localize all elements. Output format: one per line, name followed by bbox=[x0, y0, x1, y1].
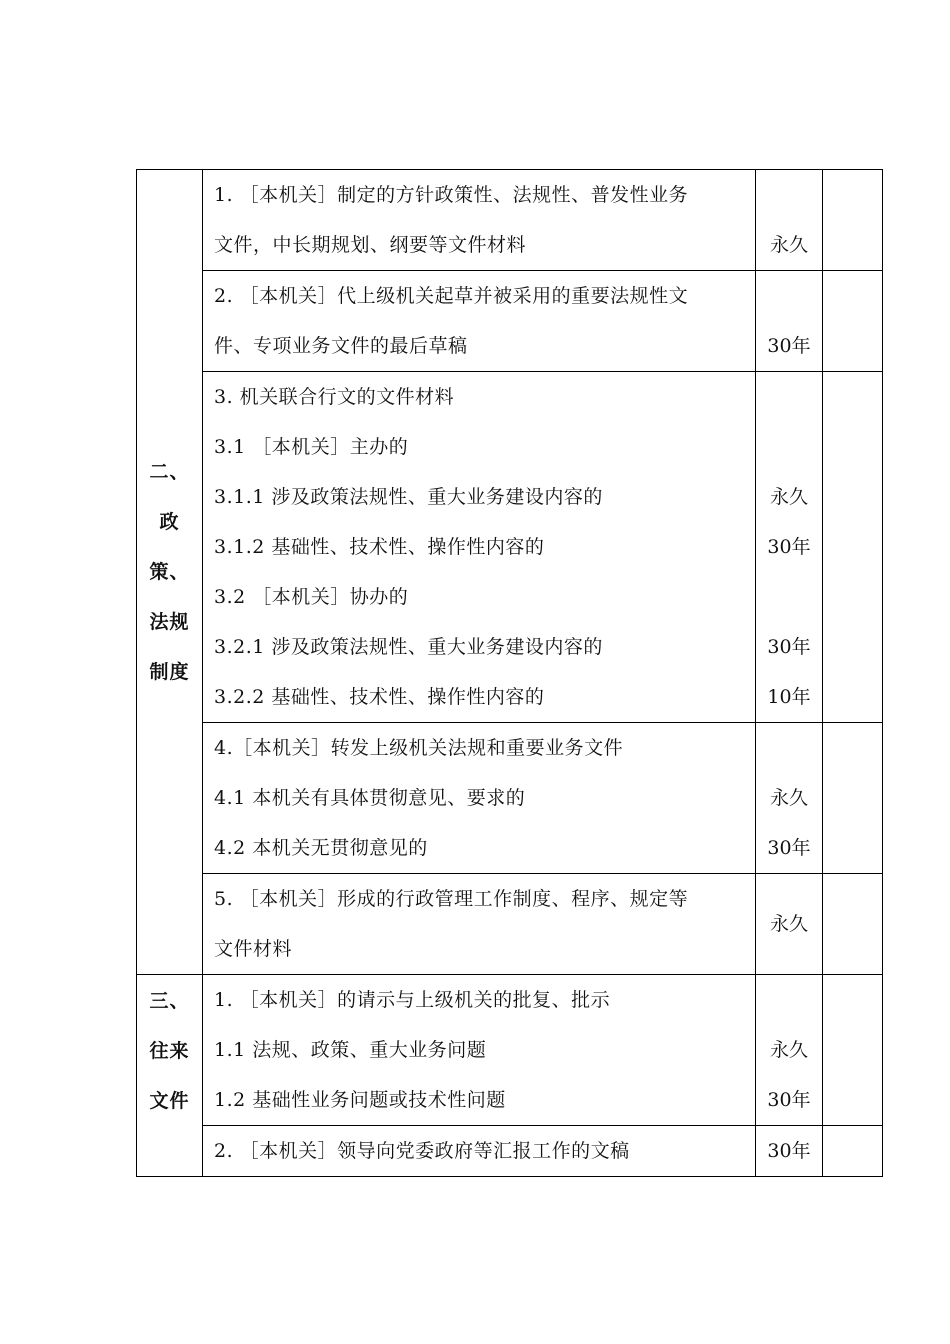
period-text bbox=[756, 975, 822, 1025]
period-cell bbox=[756, 975, 823, 1126]
note-cell bbox=[823, 170, 883, 271]
item-text: 1.2 基础性业务问题或技术性问题 bbox=[214, 1089, 506, 1111]
period-text bbox=[756, 372, 822, 422]
category-label: 策、 bbox=[149, 561, 190, 583]
period-cell bbox=[756, 372, 823, 723]
category-cell-policy bbox=[137, 170, 203, 975]
category-label: 制度 bbox=[149, 661, 190, 683]
item-text: 件、专项业务文件的最后草稿 bbox=[214, 335, 468, 357]
period-text bbox=[756, 422, 822, 472]
period-cell bbox=[756, 874, 823, 975]
note-cell bbox=[823, 723, 883, 874]
item-text: 3.2.1 涉及政策法规性、重大业务建设内容的 bbox=[214, 636, 603, 658]
item-cell bbox=[203, 975, 756, 1126]
category-label: 往来 bbox=[149, 1039, 190, 1062]
category-label: 政 bbox=[159, 511, 180, 533]
category-label: 文件 bbox=[149, 1089, 190, 1112]
note-cell bbox=[823, 372, 883, 723]
table-row bbox=[137, 874, 883, 975]
period-text: 10年 bbox=[767, 686, 811, 708]
table-row bbox=[137, 170, 883, 271]
period-text: 30年 bbox=[767, 1140, 811, 1162]
period-text bbox=[756, 572, 822, 622]
period-text: 30年 bbox=[767, 335, 811, 357]
item-text: 2. ［本机关］领导向党委政府等汇报工作的文稿 bbox=[214, 1140, 630, 1162]
item-text: 3.1 ［本机关］主办的 bbox=[214, 436, 409, 458]
item-text: 5. ［本机关］形成的行政管理工作制度、程序、规定等 bbox=[214, 888, 689, 910]
period-text: 永久 bbox=[769, 787, 808, 809]
item-cell bbox=[203, 372, 756, 723]
period-text: 30年 bbox=[767, 536, 811, 558]
period-text: 永久 bbox=[769, 1039, 808, 1061]
item-text: 4.1 本机关有具体贯彻意见、要求的 bbox=[214, 787, 526, 809]
item-text: 2. ［本机关］代上级机关起草并被采用的重要法规性文 bbox=[214, 285, 689, 307]
period-text: 30年 bbox=[767, 636, 811, 658]
period-cell bbox=[756, 723, 823, 874]
table-row bbox=[137, 975, 883, 1126]
item-text: 1.1 法规、政策、重大业务问题 bbox=[214, 1039, 487, 1061]
item-text: 文件，中长期规划、纲要等文件材料 bbox=[214, 234, 527, 256]
item-text: 1. ［本机关］的请示与上级机关的批复、批示 bbox=[214, 989, 611, 1011]
item-text: 3.1.2 基础性、技术性、操作性内容的 bbox=[214, 536, 545, 558]
period-cell bbox=[756, 170, 823, 271]
note-cell bbox=[823, 874, 883, 975]
category-spacer bbox=[137, 1126, 202, 1176]
retention-schedule-table bbox=[136, 169, 883, 1177]
item-text: 4.［本机关］转发上级机关法规和重要业务文件 bbox=[214, 737, 624, 759]
table-row bbox=[137, 723, 883, 874]
item-cell bbox=[203, 271, 756, 372]
period-text: 30年 bbox=[767, 1089, 811, 1111]
item-text: 文件材料 bbox=[214, 938, 293, 960]
category-cell-correspondence bbox=[137, 975, 203, 1177]
item-text: 3. 机关联合行文的文件材料 bbox=[214, 386, 455, 408]
item-text: 3.1.1 涉及政策法规性、重大业务建设内容的 bbox=[214, 486, 603, 508]
table-row bbox=[137, 372, 883, 723]
period-text bbox=[756, 170, 822, 220]
note-cell bbox=[823, 271, 883, 372]
item-text: 4.2 本机关无贯彻意见的 bbox=[214, 837, 428, 859]
category-label: 三、 bbox=[149, 989, 190, 1012]
table-row bbox=[137, 271, 883, 372]
period-cell bbox=[756, 271, 823, 372]
period-text bbox=[756, 271, 822, 321]
item-cell bbox=[203, 874, 756, 975]
period-text: 永久 bbox=[769, 234, 808, 256]
item-text: 3.2 ［本机关］协办的 bbox=[214, 586, 409, 608]
item-cell bbox=[203, 1126, 756, 1177]
period-text: 永久 bbox=[769, 486, 808, 508]
category-label: 二、 bbox=[149, 461, 190, 483]
period-text bbox=[756, 723, 822, 773]
period-text: 30年 bbox=[767, 837, 811, 859]
note-cell bbox=[823, 975, 883, 1126]
period-text: 永久 bbox=[769, 913, 808, 935]
item-text: 3.2.2 基础性、技术性、操作性内容的 bbox=[214, 686, 545, 708]
category-label: 法规 bbox=[149, 611, 190, 633]
table-row bbox=[137, 1126, 883, 1177]
item-text: 1. ［本机关］制定的方针政策性、法规性、普发性业务 bbox=[214, 184, 689, 206]
period-cell bbox=[756, 1126, 823, 1177]
note-cell bbox=[823, 1126, 883, 1177]
item-cell bbox=[203, 170, 756, 271]
item-cell bbox=[203, 723, 756, 874]
